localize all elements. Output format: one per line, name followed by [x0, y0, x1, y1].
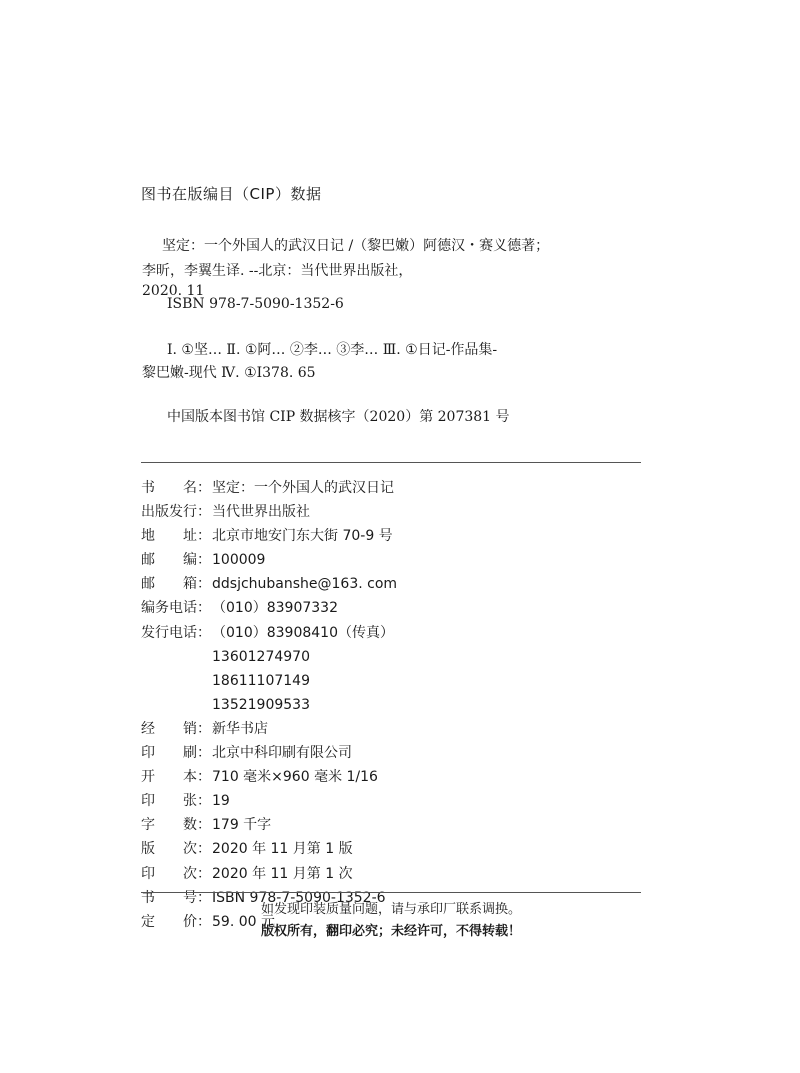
label-edition-b: 次： — [183, 841, 211, 858]
value-price: 59. 00 元 — [212, 913, 275, 930]
info-row-distributor — [141, 717, 641, 741]
info-row-address — [141, 524, 641, 548]
info-row-printer — [141, 741, 641, 765]
value-sales-phone: （010）83908410（传真） — [212, 624, 394, 641]
info-row-impression — [141, 862, 641, 886]
value-book-number: ISBN 978-7-5090-1352-6 — [212, 889, 386, 906]
info-row-postcode — [141, 548, 641, 572]
bottom-rule — [141, 892, 641, 893]
label-editorial-phone: 编务电话： — [141, 600, 211, 617]
label-format-a: 开 — [141, 769, 155, 786]
info-row-publisher — [141, 500, 641, 524]
cip-classification-2: 黎巴嫩-现代 Ⅳ. ①I378. 65 — [142, 365, 316, 381]
cip-title: 图书在版编目（CIP）数据 — [141, 185, 322, 203]
label-book-number-b: 号： — [183, 889, 211, 906]
label-impression-a: 印 — [141, 865, 155, 882]
cip-classification-1: Ⅰ. ①坚… Ⅱ. ①阿… ②李… ③李… Ⅲ. ①日记-作品集- — [167, 342, 498, 358]
label-distributor-a: 经 — [141, 720, 155, 737]
label-email-b: 箱： — [183, 576, 211, 593]
label-printer-b: 刷： — [183, 745, 211, 762]
label-impression-b: 次： — [183, 865, 211, 882]
label-address-b: 址： — [183, 528, 211, 545]
value-printer: 北京中科印刷有限公司 — [212, 745, 352, 762]
info-row-edition — [141, 837, 641, 861]
label-title-b: 名： — [183, 480, 211, 496]
label-title-a: 书 — [141, 480, 155, 496]
label-format-b: 本： — [183, 769, 211, 786]
value-publisher: 当代世界出版社 — [212, 504, 310, 521]
info-row-phone-4 — [141, 693, 641, 717]
value-sheets: 19 — [212, 793, 230, 810]
cip-line-title: 坚定：一个外国人的武汉日记 /（黎巴嫩）阿德汉・赛义德著； — [162, 238, 550, 254]
value-address: 北京市地安门东大街 70-9 号 — [212, 528, 393, 545]
value-format: 710 毫米×960 毫米 1/16 — [212, 769, 378, 786]
value-distributor: 新华书店 — [212, 720, 268, 737]
info-row-title — [141, 476, 641, 500]
value-email: ddsjchubanshe@163. com — [212, 576, 398, 593]
value-phone-3: 18611107149 — [212, 672, 310, 689]
info-row-editorial-phone — [141, 596, 641, 620]
label-postcode-a: 邮 — [141, 552, 155, 569]
label-sheets-b: 张： — [183, 793, 211, 810]
label-sales-phone: 发行电话： — [141, 624, 211, 641]
info-row-email — [141, 572, 641, 596]
label-printer-a: 印 — [141, 745, 155, 762]
value-editorial-phone: （010）83907332 — [212, 600, 338, 617]
publication-info — [141, 476, 641, 934]
value-postcode: 100009 — [212, 552, 266, 569]
label-distributor-b: 销： — [183, 720, 211, 737]
value-edition: 2020 年 11 月第 1 版 — [212, 841, 353, 858]
info-row-phone-2 — [141, 645, 641, 669]
copyright-notice: 版权所有，翻印必究；未经许可，不得转载！ — [260, 924, 521, 939]
cip-line-isbn: ISBN 978-7-5090-1352-6 — [167, 296, 344, 312]
label-postcode-b: 编： — [183, 552, 211, 569]
info-row-phone-3 — [141, 669, 641, 693]
label-price-b: 价： — [183, 913, 211, 930]
cip-library-record: 中国版本图书馆 CIP 数据核字（2020）第 207381 号 — [167, 409, 510, 425]
value-title: 坚定：一个外国人的武汉日记 — [212, 480, 394, 496]
value-phone-2: 13601274970 — [212, 648, 310, 665]
info-row-format — [141, 765, 641, 789]
label-edition-a: 版 — [141, 841, 155, 858]
label-price-a: 定 — [141, 913, 155, 930]
label-sheets-a: 印 — [141, 793, 155, 810]
label-words-a: 字 — [141, 817, 155, 834]
value-impression: 2020 年 11 月第 1 次 — [212, 865, 353, 882]
label-book-number-a: 书 — [141, 889, 155, 906]
info-row-words — [141, 813, 641, 837]
label-email-a: 邮 — [141, 576, 155, 593]
label-address-a: 地 — [141, 528, 155, 545]
label-publisher: 出版发行： — [141, 504, 211, 521]
cip-line-translators: 李昕，李翼生译. --北京：当代世界出版社， — [142, 263, 413, 279]
info-row-sales-phone — [141, 621, 641, 645]
quality-notice: 如发现印装质量问题，请与承印厂联系调换。 — [260, 902, 521, 917]
label-words-b: 数： — [183, 817, 211, 834]
top-rule — [141, 462, 641, 463]
info-row-sheets — [141, 789, 641, 813]
value-phone-4: 13521909533 — [212, 696, 310, 713]
cip-line-date: 2020. 11 — [142, 283, 205, 299]
value-words: 179 千字 — [212, 817, 272, 834]
